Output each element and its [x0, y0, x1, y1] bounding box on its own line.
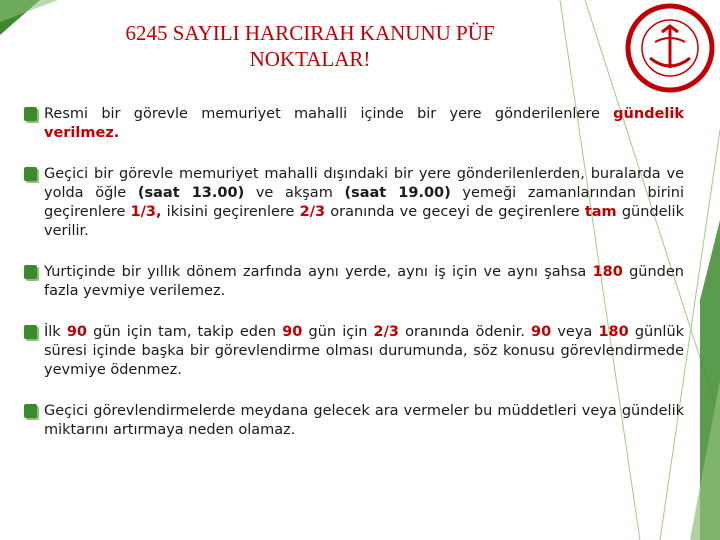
ministry-of-education-seal-icon [622, 2, 718, 94]
bullet-text: gün için tam, takip eden [87, 324, 283, 340]
list-item [24, 402, 684, 440]
bullet-text: (saat 19.00) [344, 185, 451, 201]
checkbox-bullet-icon [24, 404, 37, 418]
highlighted-text: 180 [598, 324, 629, 340]
highlighted-text: 90 [531, 324, 552, 340]
bullet-text: gündelik verilir. [44, 204, 684, 239]
bullet-text: gün için [302, 324, 374, 340]
highlighted-text: 180 [592, 264, 623, 280]
bullet-text: İlk [44, 324, 67, 340]
highlighted-text: 1/3, [130, 204, 162, 220]
checkbox-bullet-icon [24, 167, 37, 181]
highlighted-text: 90 [282, 324, 303, 340]
highlighted-text: tam [584, 204, 617, 220]
bullet-text: veya [551, 324, 599, 340]
page-title [40, 20, 580, 72]
list-item [24, 323, 684, 380]
bullet-text: oranında ödenir. [399, 324, 532, 340]
checkbox-bullet-icon [24, 107, 37, 121]
checkbox-bullet-icon [24, 325, 37, 339]
bullet-text: Geçici görevlendirmelerde meydana gelecek ara vermeler bu müddetleri veya gündelik miktarını artırmaya neden olamaz. [44, 403, 684, 438]
bullet-text: Yurtiçinde bir yıllık dönem zarfında aynı yerde, aynı iş için ve aynı şahsa [44, 264, 593, 280]
bullet-text: oranında ve geceyi de geçirenlere [325, 204, 585, 220]
bullet-list [24, 105, 684, 462]
bullet-text: Geçici bir görevle memuriyet mahalli dışındaki bir yere gönderilenlerden, buralarda ve yolda öğle [44, 166, 684, 201]
bullet-text: yemeği zamanlarından birini geçirenlere [44, 185, 684, 220]
bullet-text: (saat 13.00) [137, 185, 245, 201]
bullet-text: günden fazla yevmiye verilemez. [44, 264, 684, 299]
highlighted-text: 2/3 [299, 204, 326, 220]
list-item [24, 263, 684, 301]
list-item [24, 105, 684, 143]
title-line-1: 6245 SAYILI HARCIRAH KANUNU PÜF [125, 21, 495, 45]
title-line-2: NOKTALAR! [249, 47, 371, 71]
bullet-text: ikisini geçirenlere [161, 204, 300, 220]
highlighted-text: gündelik verilmez. [44, 106, 684, 141]
highlighted-text: 90 [66, 324, 87, 340]
list-item [24, 165, 684, 241]
bullet-text: günlük süresi içinde başka bir görevlendirme olması durumunda, söz konusu görevlendirmede yevmiye ödenmez. [44, 324, 685, 378]
bullet-text: Resmi bir görevle memuriyet mahalli içinde bir yere gönderilenlere [44, 106, 614, 122]
checkbox-bullet-icon [24, 265, 37, 279]
highlighted-text: 2/3 [373, 324, 400, 340]
bullet-text: ve akşam [244, 185, 345, 201]
